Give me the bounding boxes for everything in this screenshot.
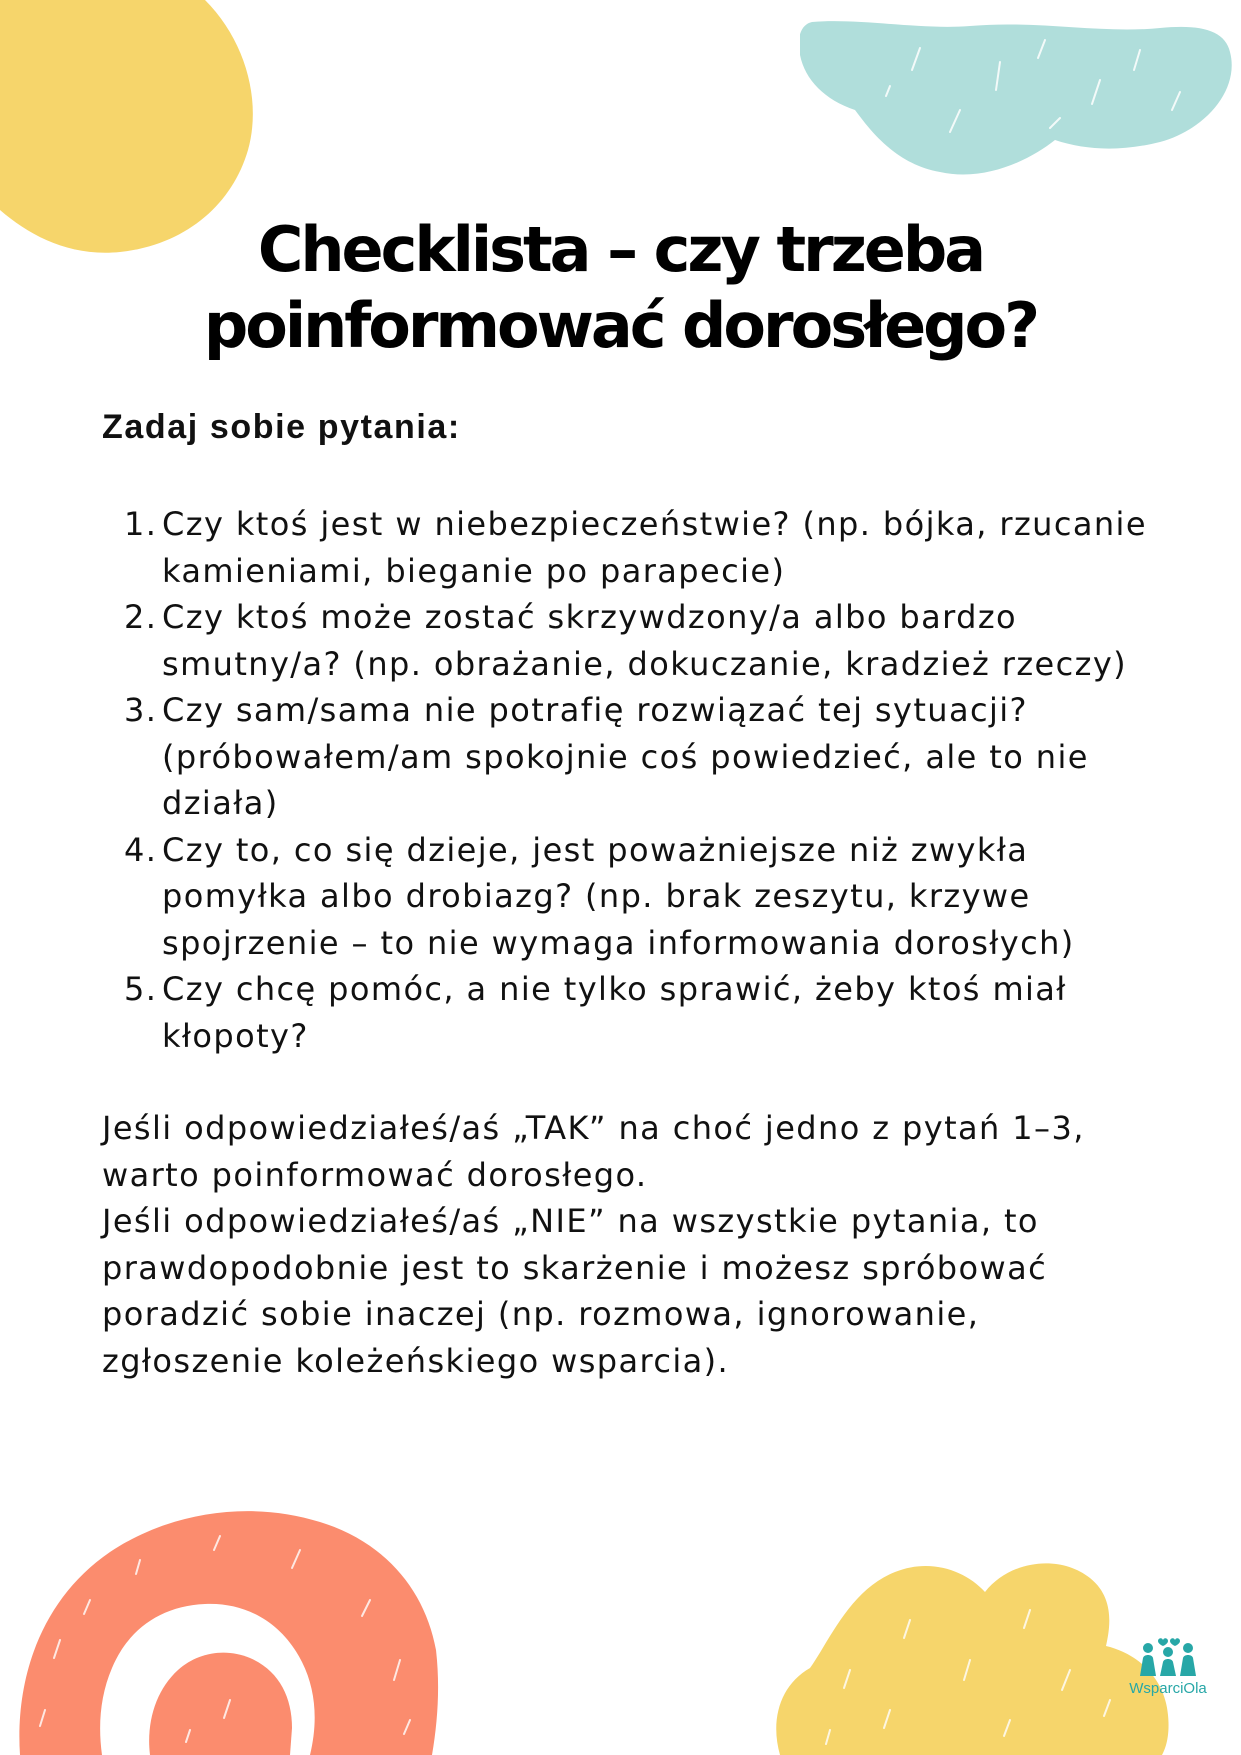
wsparciola-logo	[1118, 1632, 1218, 1697]
conclusion	[102, 1105, 1162, 1384]
rainbow-arch-decoration	[0, 1490, 440, 1755]
logo-text: WsparciOla	[1129, 1680, 1207, 1697]
list-item-text: Czy sam/sama nie potrafię rozwiązać tej sytuacji? (próbowałem/am spokojnie coś powiedzieć, ale to nie działa)	[162, 691, 1089, 822]
list-item-number: 1.	[124, 505, 158, 543]
list-item-number: 4.	[124, 830, 158, 869]
checklist-content	[102, 405, 1162, 1384]
list-item	[102, 827, 1162, 967]
intro-heading: Zadaj sobie pytania:	[102, 408, 461, 446]
yellow-cloud-decoration	[770, 1550, 1170, 1755]
list-item	[102, 594, 1162, 687]
list-item	[102, 966, 1162, 1059]
list-item	[102, 687, 1162, 827]
list-item	[102, 501, 1162, 594]
list-item-text: Czy ktoś jest w niebezpieczeństwie? (np. bójka, rzucanie kamieniami, bieganie po parapecie)	[162, 505, 1147, 590]
list-item-number: 5.	[124, 970, 158, 1008]
teal-cloud-decoration	[800, 0, 1241, 185]
list-item-text: Czy to, co się dzieje, jest poważniejsze niż zwykła pomyłka albo drobiazg? (np. brak zeszytu, krzywe spojrzenie – to nie wymaga informowania dorosłych)	[162, 830, 1075, 962]
title-line-1: Checklista – czy trzeba	[257, 213, 984, 286]
title-line-2: poinformować dorosłego?	[203, 289, 1038, 362]
question-list	[102, 501, 1162, 1059]
conclusion-no: Jeśli odpowiedziałeś/aś „NIE” na wszystkie pytania, to prawdopodobnie jest to skarżenie i możesz spróbować poradzić sobie inaczej (np. rozmowa, ignorowanie, zgłoszenie koleżeńskiego wsparcia).	[102, 1202, 1048, 1380]
three-people-hearts-icon	[1136, 1632, 1200, 1678]
list-item-number: 3.	[124, 691, 158, 729]
list-item-number: 2.	[124, 598, 158, 636]
conclusion-yes: Jeśli odpowiedziałeś/aś „TAK” na choć jedno z pytań 1–3, warto poinformować dorosłego.	[102, 1109, 1085, 1194]
page-title	[0, 212, 1241, 364]
list-item-text: Czy chcę pomóc, a nie tylko sprawić, żeby ktoś miał kłopoty?	[162, 970, 1067, 1055]
list-item-text: Czy ktoś może zostać skrzywdzony/a albo bardzo smutny/a? (np. obrażanie, dokuczanie, kradzież rzeczy)	[162, 598, 1128, 683]
